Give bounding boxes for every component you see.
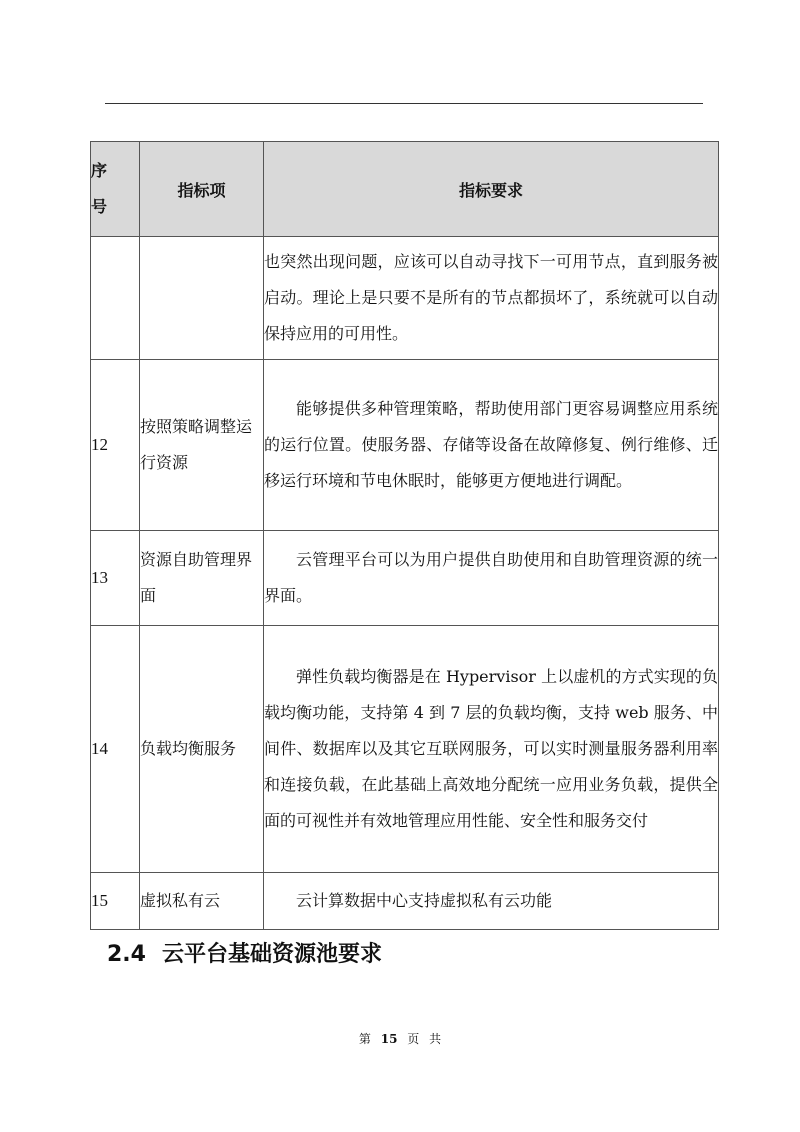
header-serial-number	[91, 142, 140, 237]
table-row	[91, 531, 719, 626]
row-number: 14	[91, 626, 140, 873]
spec-table	[90, 141, 719, 930]
footer-mid: 页	[407, 1032, 420, 1046]
row-item	[140, 237, 264, 360]
table-row	[91, 237, 719, 360]
row-item: 按照策略调整运行资源	[140, 360, 264, 531]
table-row	[91, 873, 719, 930]
section-number: 2.4	[107, 942, 146, 967]
row-item: 虚拟私有云	[140, 873, 264, 930]
header-indicator-requirement: 指标要求	[264, 142, 719, 237]
header-rule	[105, 103, 703, 104]
table-row	[91, 360, 719, 531]
row-requirement: 云计算数据中心支持虚拟私有云功能	[264, 873, 719, 930]
footer-suffix: 共	[429, 1032, 442, 1046]
section-heading	[107, 937, 382, 968]
header-serial-line2: 号	[91, 197, 108, 216]
footer-page-number: 15	[380, 1032, 398, 1046]
header-indicator-item: 指标项	[140, 142, 264, 237]
row-number: 12	[91, 360, 140, 531]
row-item: 资源自助管理界面	[140, 531, 264, 626]
header-serial-line1: 序	[91, 161, 108, 180]
page-footer	[0, 1030, 800, 1047]
row-number: 15	[91, 873, 140, 930]
table-header-row	[91, 142, 719, 237]
row-requirement: 也突然出现问题，应该可以自动寻找下一可用节点，直到服务被启动。理论上是只要不是所有的节点都损坏了，系统就可以自动保持应用的可用性。	[264, 237, 719, 360]
row-number: 13	[91, 531, 140, 626]
row-requirement: 云管理平台可以为用户提供自助使用和自助管理资源的统一界面。	[264, 531, 719, 626]
footer-prefix: 第	[358, 1032, 371, 1046]
section-title: 云平台基础资源池要求	[162, 942, 383, 967]
row-number	[91, 237, 140, 360]
table-row	[91, 626, 719, 873]
row-requirement: 弹性负载均衡器是在 Hypervisor 上以虚机的方式实现的负载均衡功能，支持第 4 到 7 层的负载均衡，支持 web 服务、中间件、数据库以及其它互联网服务，可以实时测量服务器利用率和连接负载，在此基础上高效地分配统一应用业务负载，提供全面的可视性并有效地管理应用性能、安全性和服务交付	[264, 626, 719, 873]
row-requirement: 能够提供多种管理策略，帮助使用部门更容易调整应用系统的运行位置。使服务器、存储等设备在故障修复、例行维修、迁移运行环境和节电休眠时，能够更方便地进行调配。	[264, 360, 719, 531]
row-item: 负载均衡服务	[140, 626, 264, 873]
